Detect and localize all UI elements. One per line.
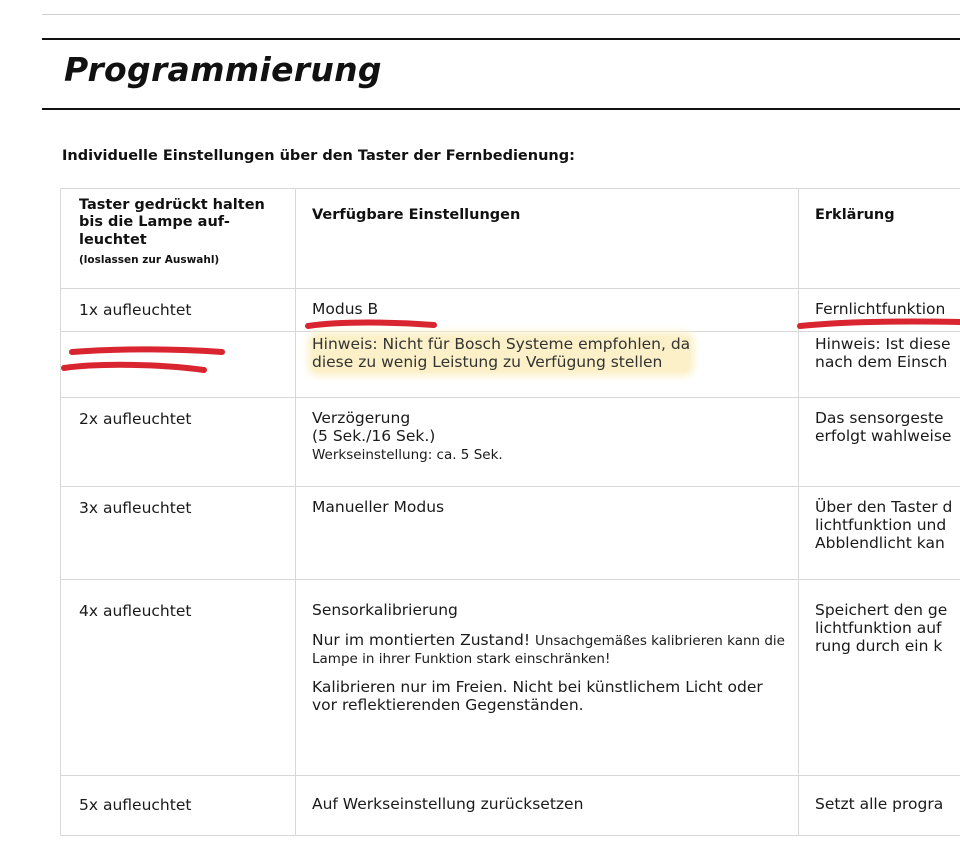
row-setting: [296, 580, 799, 776]
hint-explanation: [799, 332, 960, 398]
header-release-note: (loslassen zur Auswahl): [79, 254, 220, 267]
hint-expl-line: Hinweis: Ist diese: [815, 335, 951, 353]
row-key-empty: [61, 332, 296, 398]
table-row: [61, 580, 960, 776]
setting-line: (5 Sek./16 Sek.): [312, 426, 436, 445]
table-row: [61, 398, 960, 487]
expl-line: lichtfunktion auf: [815, 618, 942, 637]
setting-line: Verzögerung: [312, 409, 411, 427]
expl-line: erfolgt wahlweise: [815, 426, 952, 445]
row-explanation: Setzt alle progra: [799, 776, 960, 836]
header-available-settings: Verfügbare Einstellungen: [296, 189, 799, 289]
table-header-row: [61, 189, 960, 289]
page-title: Programmierung: [64, 50, 382, 89]
header-explanation: Erklärung: [799, 189, 960, 289]
top-divider: [42, 14, 960, 15]
warning-detail: Unsachgemäßes kalibrieren kann die Lampe in ihrer Funktion stark einschränken!: [312, 632, 785, 667]
highlighted-hint: [312, 336, 690, 372]
factory-setting-note: Werkseinstellung: ca. 5 Sek.: [312, 446, 503, 463]
table-row-hint: [61, 332, 960, 398]
hint-expl-line: nach dem Einsch: [815, 352, 948, 371]
expl-line: Abblendlicht kan: [815, 533, 945, 552]
expl-line: lichtfunktion und: [815, 515, 947, 534]
row-setting: Manueller Modus: [296, 487, 799, 580]
row-key: 4x aufleuchtet: [61, 580, 296, 776]
row-setting: Auf Werkseinstellung zurücksetzen: [296, 776, 799, 836]
hint-cell: [296, 332, 799, 398]
row-explanation: [799, 580, 960, 776]
expl-line: Das sensorgeste: [815, 409, 944, 427]
row-key: 1x aufleuchtet: [61, 289, 296, 332]
row-key: 3x aufleuchtet: [61, 487, 296, 580]
setting-warning: [312, 632, 788, 668]
header-press-button: [61, 189, 296, 289]
row-setting: [296, 398, 799, 487]
expl-line: rung durch ein k: [815, 636, 943, 655]
row-explanation: [799, 487, 960, 580]
expl-line: Speichert den ge: [815, 601, 948, 619]
table-row: [61, 487, 960, 580]
setting-calibration-note: Kalibrieren nur im Freien. Nicht bei künstlichem Licht oder vor reflektierenden Gegenständen.: [312, 678, 763, 715]
table-row: [61, 289, 960, 332]
header-press-button-label: Taster gedrückt halten bis die Lampe auf-leuchtet: [79, 197, 265, 248]
intro-text: Individuelle Einstellungen über den Taster der Fernbedienung:: [62, 148, 575, 164]
setting-title: Sensorkalibrierung: [312, 601, 458, 619]
section-heading: [42, 38, 960, 110]
warning-lead: Nur im montierten Zustand!: [312, 630, 536, 649]
expl-line: Über den Taster d: [815, 498, 953, 516]
hint-line: Hinweis: Nicht für Bosch Systeme empfohlen, da: [312, 335, 691, 353]
table-row: [61, 776, 960, 836]
row-explanation: [799, 398, 960, 487]
row-key: 2x aufleuchtet: [61, 398, 296, 487]
hint-line: diese zu wenig Leistung zu Verfügung stellen: [312, 352, 663, 371]
row-setting: Modus B: [296, 289, 799, 332]
row-explanation: Fernlichtfunktion: [799, 289, 960, 332]
settings-table: [60, 188, 960, 836]
row-key: 5x aufleuchtet: [61, 776, 296, 836]
